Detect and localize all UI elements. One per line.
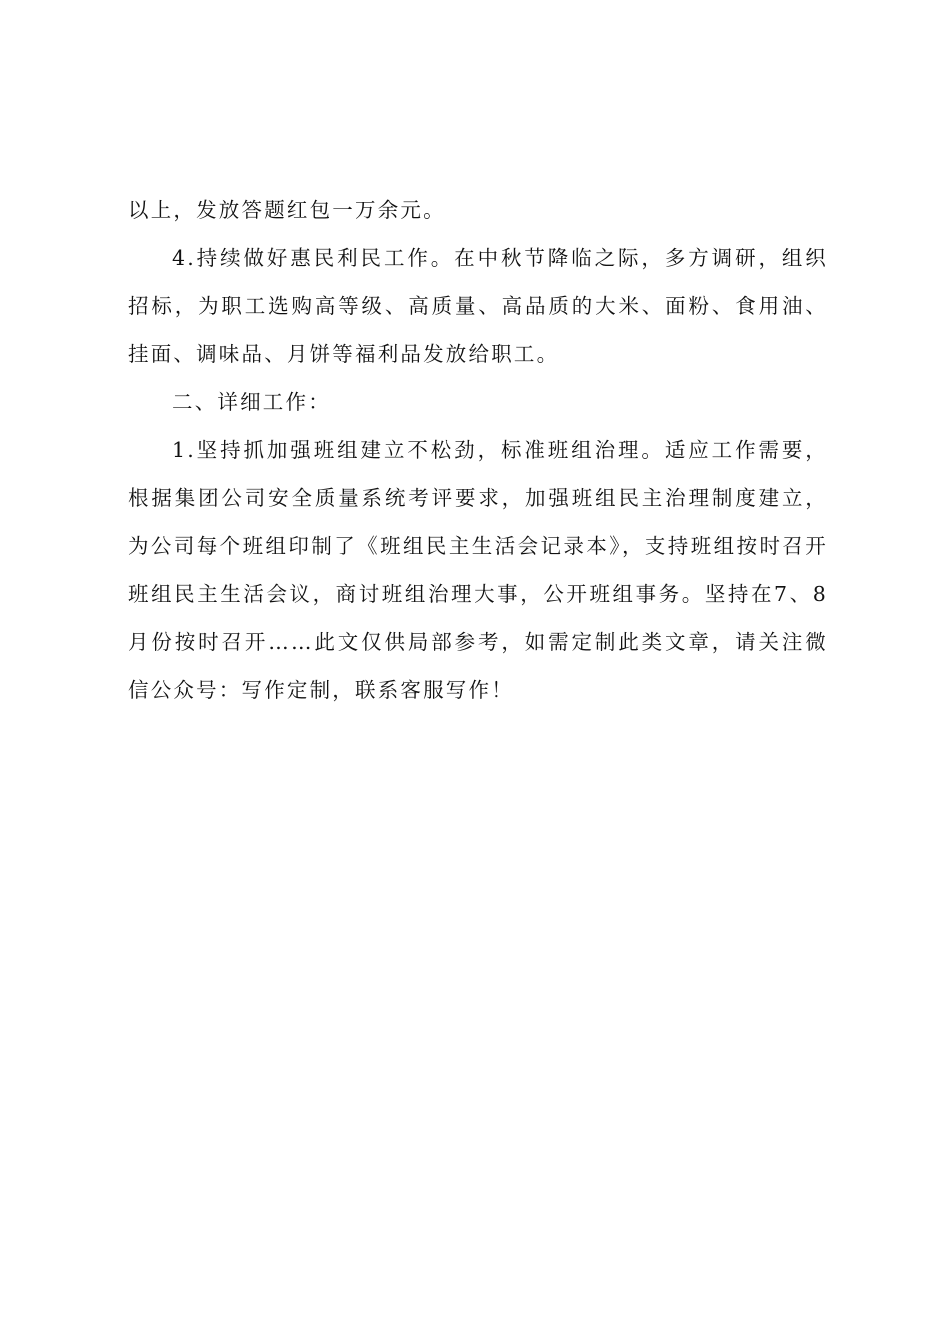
section-heading: 二、详细工作： bbox=[172, 390, 331, 414]
document-body bbox=[128, 186, 828, 714]
paragraph-item-1: 1.坚持抓加强班组建立不松劲，标准班组治理。适应工作需要，根据集团公司安全质量系统考评要求，加强班组民主治理制度建立，为公司每个班组印制了《班组民主生活会记录本》，支持班组按时召开班组民主生活会议，商讨班组治理大事，公开班组事务。坚持在7、8月份按时召开……此文仅供局部参考，如需定制此类文章，请关注微信公众号：写作定制，联系客服写作！ bbox=[128, 438, 828, 702]
paragraph-item-4: 4.持续做好惠民利民工作。在中秋节降临之际，多方调研，组织招标，为职工选购高等级、高质量、高品质的大米、面粉、食用油、挂面、调味品、月饼等福利品发放给职工。 bbox=[128, 246, 828, 366]
paragraph-continuation: 以上，发放答题红包一万余元。 bbox=[128, 198, 446, 222]
